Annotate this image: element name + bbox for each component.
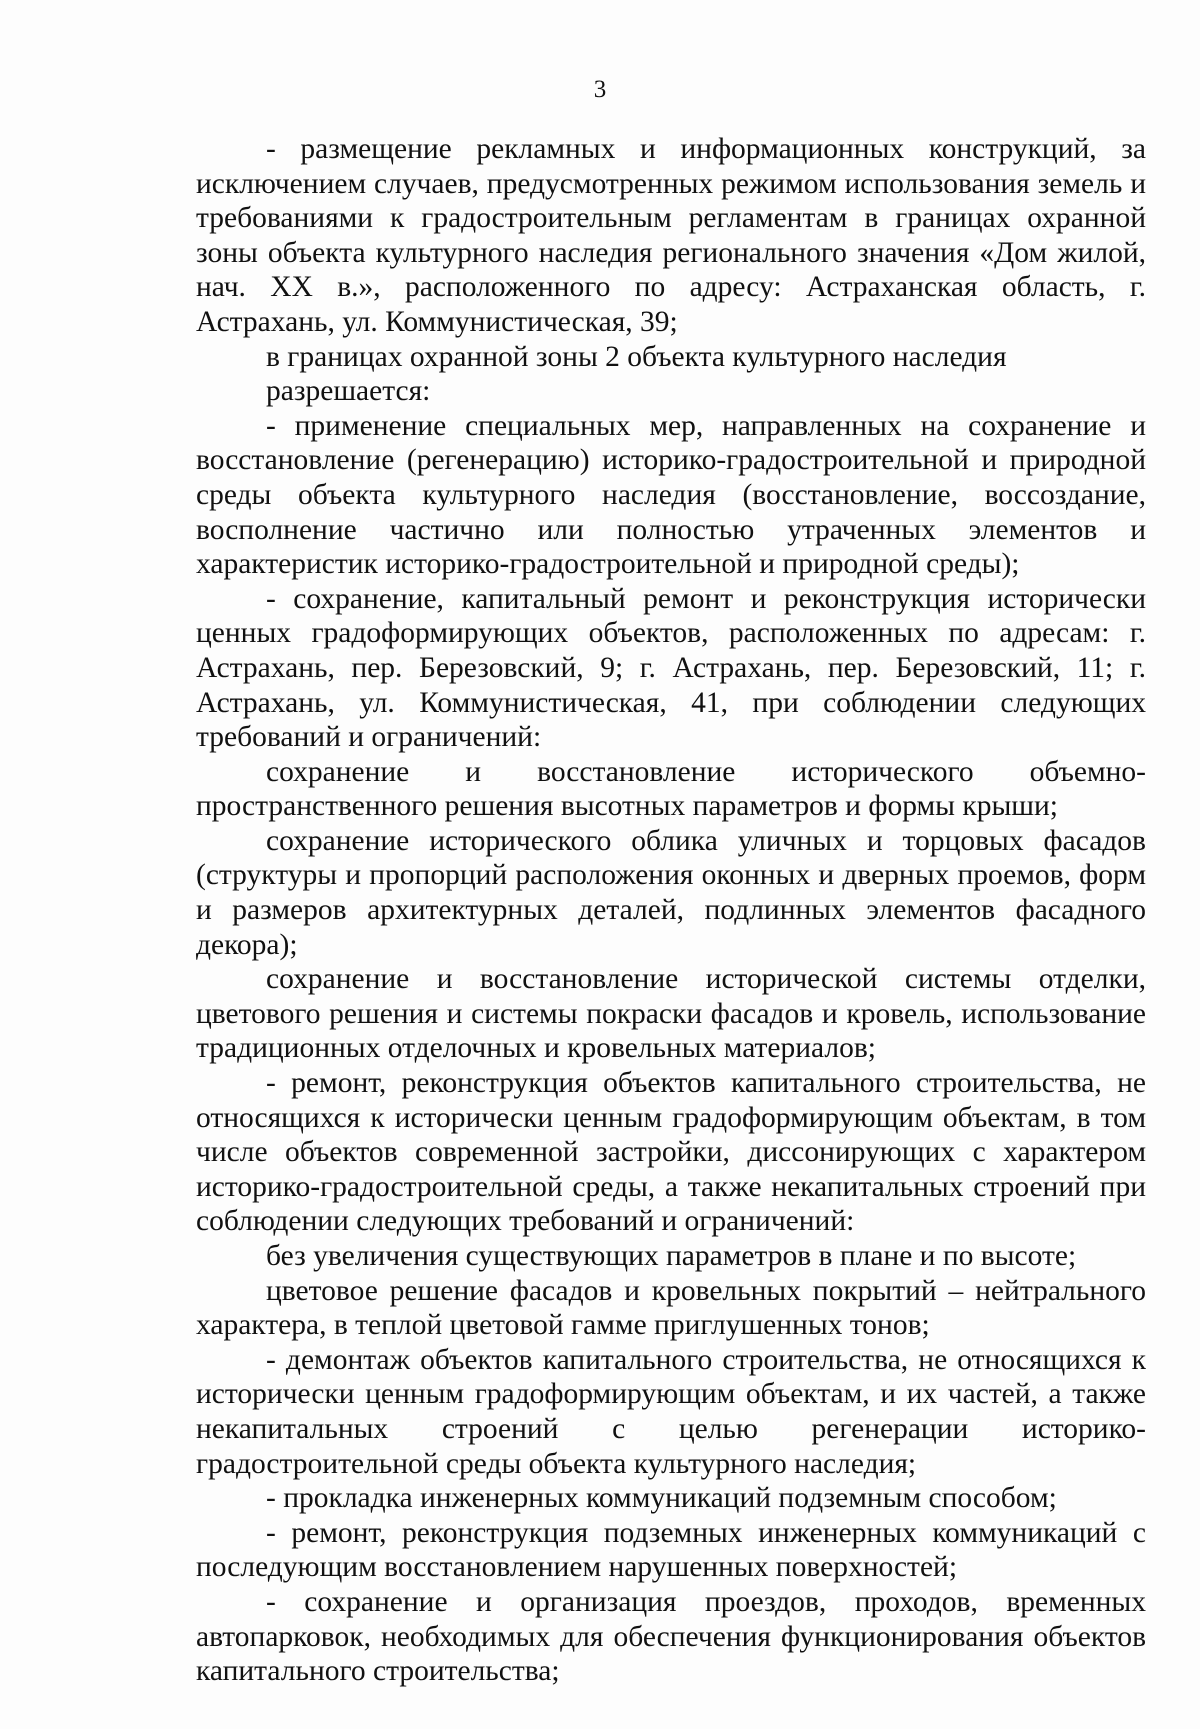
- paragraph-preservation: - сохранение, капитальный ремонт и реконструкция исторически ценных градоформирующих объектов, расположенных по адресам: г. Астрахань, пер. Березовский, 9; г. Астрахань, пер. Березовский, 11; г. Астрахань, ул. Коммунистическая, 41, при соблюдении следующих требований и ограничений:: [196, 582, 1146, 754]
- paragraph-demolition: - демонтаж объектов капитального строительства, не относящихся к исторически ценным градоформирующим объектам, и их частей, а также некапитальных строений с целью регенерации историко-градостроительной среды объекта культурного наследия;: [196, 1343, 1146, 1480]
- page-number: 3: [593, 76, 607, 103]
- paragraph-special-measures: - применение специальных мер, направленных на сохранение и восстановление (регенерацию) историко-градостроительной и природной среды объекта культурного наследия (восстановление, воссоздание, восполнение частично или полностью утраченных элементов и характеристик историко-градостроительной и природной среды);: [196, 409, 1146, 581]
- paragraph-volume-restoration: сохранение и восстановление исторического объемно-пространственного решения высотных параметров и формы крыши;: [196, 755, 1146, 823]
- document-body: [196, 132, 1146, 1689]
- paragraph-zone-2-heading: в границах охранной зоны 2 объекта культурного наследия: [266, 340, 1007, 373]
- paragraph-no-increase: без увеличения существующих параметров в плане и по высоте;: [266, 1240, 1077, 1272]
- paragraph-facade-preservation: сохранение исторического облика уличных и торцовых фасадов (структуры и пропорций расположения оконных и дверных проемов, форм и размеров архитектурных деталей, подлинных элементов фасадного декора);: [196, 824, 1146, 961]
- paragraph-repair-reconstruction: - ремонт, реконструкция объектов капитального строительства, не относящихся к исторически ценным градоформирующим объектам, в том числе объектов современной застройки, диссонирующих с характером историко-градостроительной среды, а также некапитальных строений при соблюдении следующих требований и ограничений:: [196, 1067, 1146, 1238]
- paragraph-color-solution: цветовое решение фасадов и кровельных покрытий – нейтрального характера, в теплой цветовой гамме приглушенных тонов;: [196, 1274, 1146, 1342]
- paragraph-finish-system: сохранение и восстановление исторической системы отделки, цветового решения и системы покраски фасадов и кровель, использование традиционных отделочных и кровельных материалов;: [196, 963, 1146, 1065]
- paragraph-allowed-heading: разрешается:: [266, 375, 431, 408]
- paragraph-driveways: - сохранение и организация проездов, проходов, временных автопарковок, необходимых для обеспечения функционирования объектов капитального строительства;: [196, 1585, 1146, 1688]
- paragraph-underground-utilities: - прокладка инженерных коммуникаций подземным способом;: [266, 1482, 1057, 1515]
- paragraph-advertising: - размещение рекламных и информационных конструкций, за исключением случаев, предусмотренных режимом использования земель и требованиями к градостроительным регламентам в границах охранной зоны объекта культурного наследия регионального значения «Дом жилой, нач. XX в.», расположенного по адресу: Астраханская область, г. Астрахань, ул. Коммунистическая, 39;: [196, 133, 1146, 338]
- paragraph-utility-repair: - ремонт, реконструкция подземных инженерных коммуникаций с последующим восстановлением нарушенных поверхностей;: [196, 1516, 1146, 1584]
